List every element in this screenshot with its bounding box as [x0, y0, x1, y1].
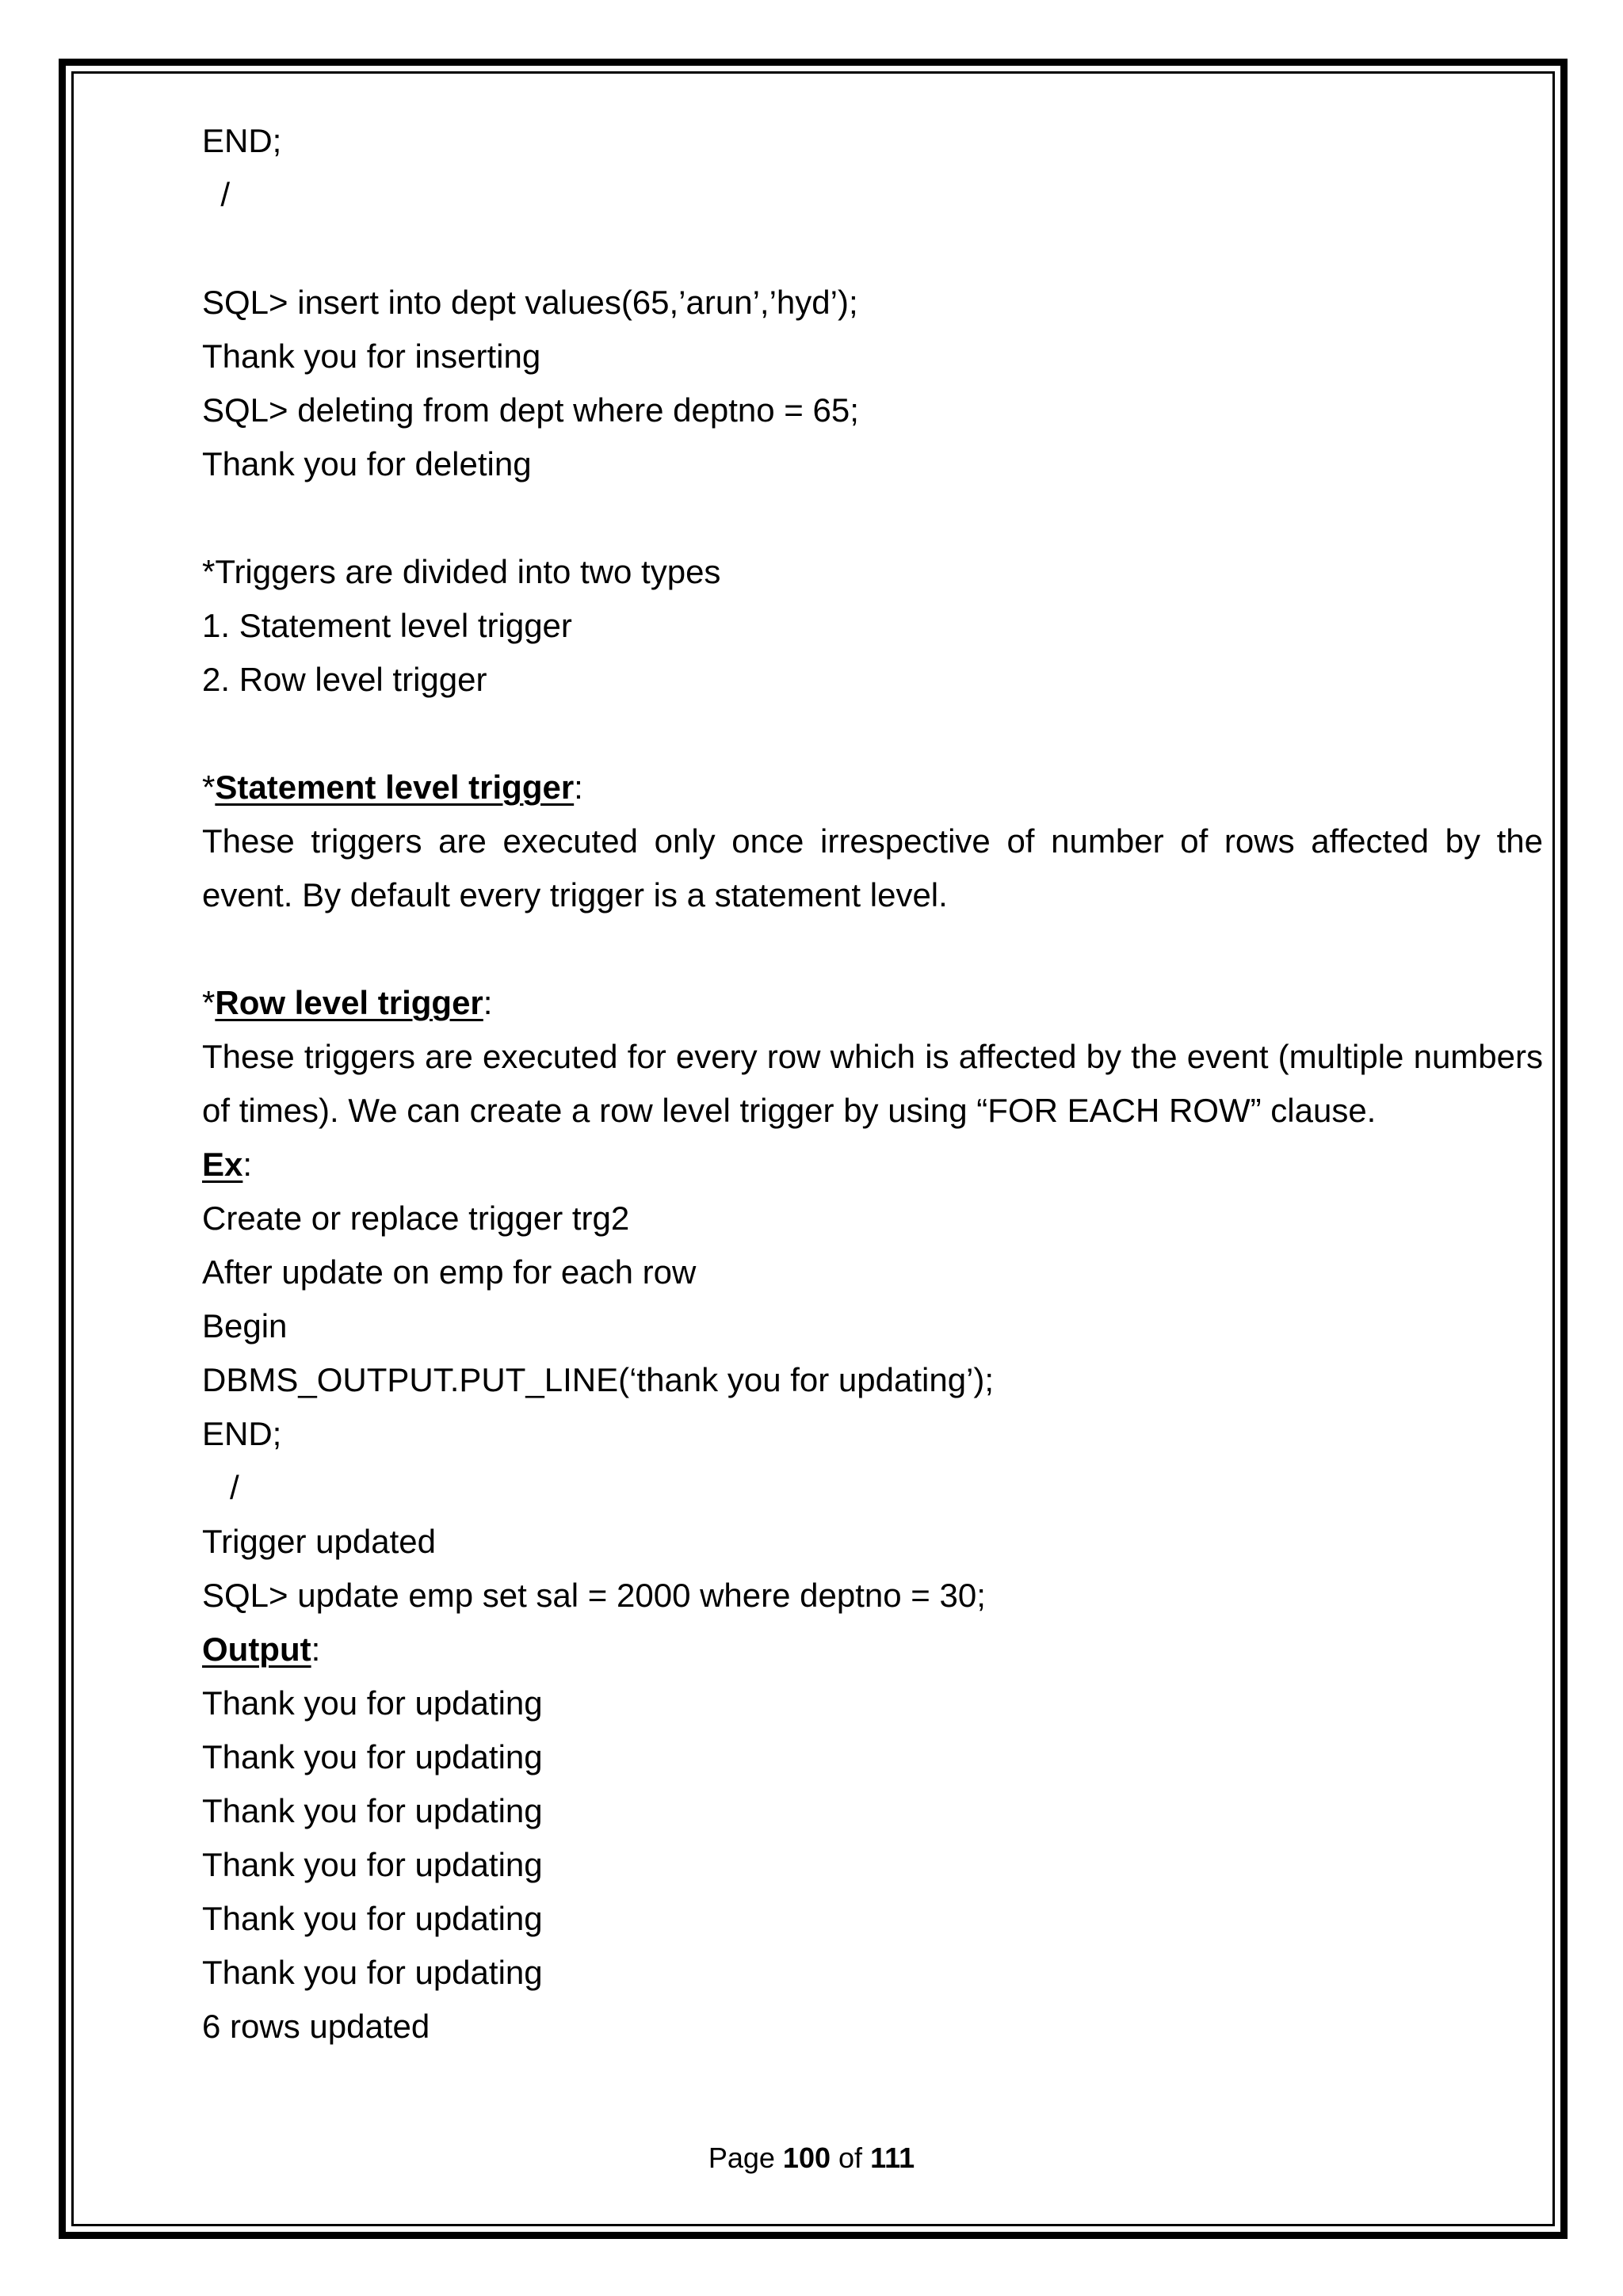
example-line: SQL> update emp set sal = 2000 where deptno = 30; — [202, 1577, 986, 1614]
footer-of-word: of — [838, 2142, 863, 2174]
output-heading: Output: — [202, 1630, 321, 1668]
output-line: Thank you for updating — [202, 1900, 543, 1937]
output-line: Thank you for updating — [202, 1738, 543, 1775]
statement-heading: *Statement level trigger: — [202, 769, 583, 806]
page-content — [202, 114, 1552, 2054]
example-line: END; — [202, 1415, 282, 1452]
types-item: 1. Statement level trigger — [202, 607, 572, 644]
example-line: After update on emp for each row — [202, 1253, 697, 1291]
code-line: / — [202, 176, 231, 213]
sql-line: Thank you for deleting — [202, 445, 532, 482]
statement-body: These triggers are executed only once irrespective of number of rows affected by the event. By default every trigger is a statement level. — [202, 822, 1552, 913]
example-line: / — [202, 1469, 239, 1506]
page-footer — [0, 2139, 1623, 2177]
output-heading-text: Output — [202, 1630, 311, 1668]
code-line: END; — [202, 122, 282, 159]
row-heading-text: Row level trigger — [215, 984, 483, 1021]
footer-page-number: 100 — [782, 2142, 831, 2174]
output-line: Thank you for updating — [202, 1684, 543, 1722]
types-intro: *Triggers are divided into two types — [202, 553, 721, 590]
example-heading-text: Ex — [202, 1146, 243, 1183]
statement-heading-text: Statement level trigger — [215, 769, 575, 806]
types-item: 2. Row level trigger — [202, 661, 487, 698]
example-line: Create or replace trigger trg2 — [202, 1199, 630, 1237]
example-line: Begin — [202, 1307, 288, 1344]
sql-line: SQL> deleting from dept where deptno = 65; — [202, 391, 859, 429]
example-line: DBMS_OUTPUT.PUT_LINE(‘thank you for updating’); — [202, 1361, 995, 1398]
output-line: Thank you for updating — [202, 1792, 543, 1829]
footer-page-total: 111 — [870, 2142, 915, 2174]
example-line: Trigger updated — [202, 1523, 436, 1560]
output-line: 6 rows updated — [202, 2008, 430, 2045]
row-body: These triggers are executed for every row which is affected by the event (multiple numbers of times). We can create a row level trigger by using “FOR EACH ROW” clause. — [202, 1038, 1552, 1129]
output-line: Thank you for updating — [202, 1954, 543, 1991]
example-heading: Ex: — [202, 1146, 253, 1183]
footer-page-word: Page — [708, 2142, 775, 2174]
row-heading: *Row level trigger: — [202, 984, 493, 1021]
sql-line: Thank you for inserting — [202, 338, 541, 375]
output-line: Thank you for updating — [202, 1846, 543, 1883]
sql-line: SQL> insert into dept values(65,’arun’,’hyd’); — [202, 284, 858, 321]
